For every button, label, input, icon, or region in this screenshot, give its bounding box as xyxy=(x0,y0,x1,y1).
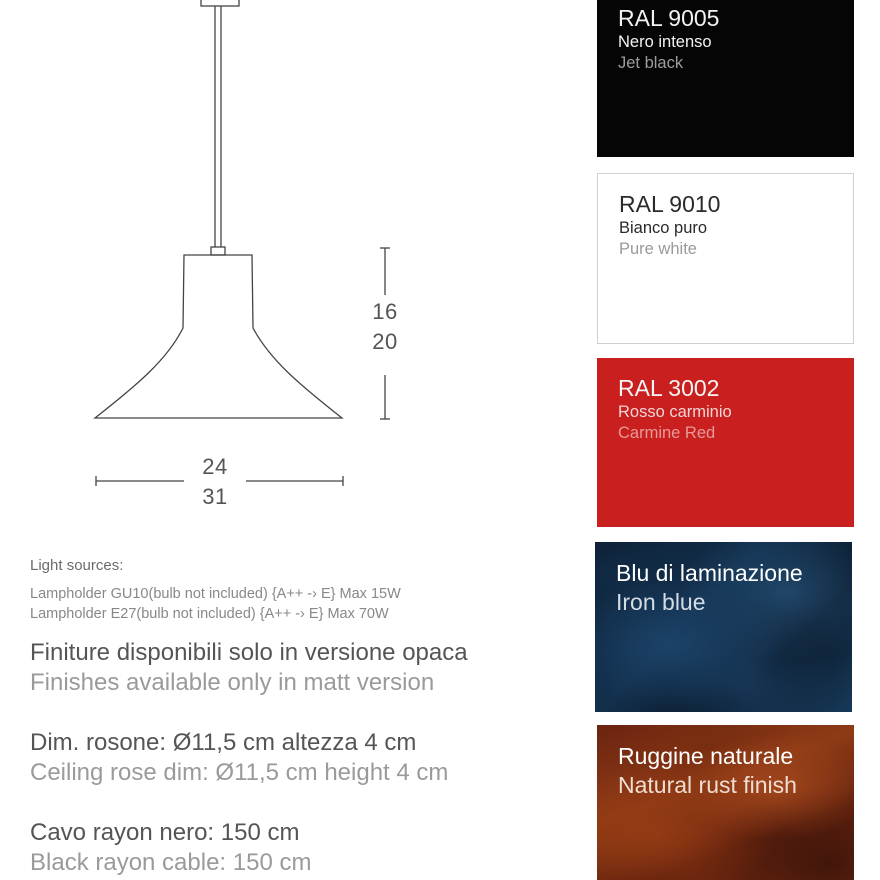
finish-swatch-carmine-red xyxy=(597,358,854,527)
height-value-1: 16 xyxy=(372,299,398,324)
finish-name-italian: Bianco puro xyxy=(619,219,708,237)
info-ceiling-rose xyxy=(30,728,448,788)
light-sources-title: Light sources: xyxy=(30,557,124,574)
finish-name-english: Natural rust finish xyxy=(618,772,797,798)
lamp-shade-shape xyxy=(95,255,342,418)
info-english: Finishes available only in matt version xyxy=(30,669,435,696)
finish-name-italian: Blu di laminazione xyxy=(616,560,803,586)
finish-name-english: Iron blue xyxy=(616,589,706,615)
finish-name-english: Jet black xyxy=(618,54,684,72)
lamp-technical-drawing xyxy=(0,0,560,530)
finish-name-italian: Rosso carminio xyxy=(618,403,732,421)
ceiling-rose-shape xyxy=(201,0,239,6)
info-italian: Dim. rosone: Ø11,5 cm altezza 4 cm xyxy=(30,729,417,756)
height-value-2: 20 xyxy=(372,329,398,354)
light-source-line: Lampholder E27(bulb not included) {A++ -› E} Max 70W xyxy=(30,606,389,622)
finish-name-english: Carmine Red xyxy=(618,424,716,442)
finish-swatch-iron-blue xyxy=(595,542,852,712)
finish-swatch-natural-rust xyxy=(597,725,854,880)
finish-code: RAL 9010 xyxy=(619,191,721,217)
finish-code: RAL 9005 xyxy=(618,5,720,31)
finish-name-italian: Nero intenso xyxy=(618,33,712,51)
info-english: Black rayon cable: 150 cm xyxy=(30,849,312,876)
info-italian: Finiture disponibili solo in versione opaca xyxy=(30,639,468,666)
width-value-1: 24 xyxy=(202,454,228,479)
info-english: Ceiling rose dim: Ø11,5 cm height 4 cm xyxy=(30,759,449,786)
finish-code: RAL 3002 xyxy=(618,375,720,401)
finish-swatch-pure-white xyxy=(597,173,854,344)
info-finishes xyxy=(30,638,468,698)
finish-name-italian: Ruggine naturale xyxy=(618,743,794,769)
light-sources xyxy=(30,557,401,624)
finish-name-english: Pure white xyxy=(619,240,697,258)
info-cable xyxy=(30,818,311,878)
light-source-line: Lampholder GU10(bulb not included) {A++ -› E} Max 15W xyxy=(30,586,401,602)
width-value-2: 31 xyxy=(202,484,228,509)
info-italian: Cavo rayon nero: 150 cm xyxy=(30,819,300,846)
lampholder-shape xyxy=(211,247,225,255)
finish-swatch-jet-black xyxy=(597,0,854,157)
